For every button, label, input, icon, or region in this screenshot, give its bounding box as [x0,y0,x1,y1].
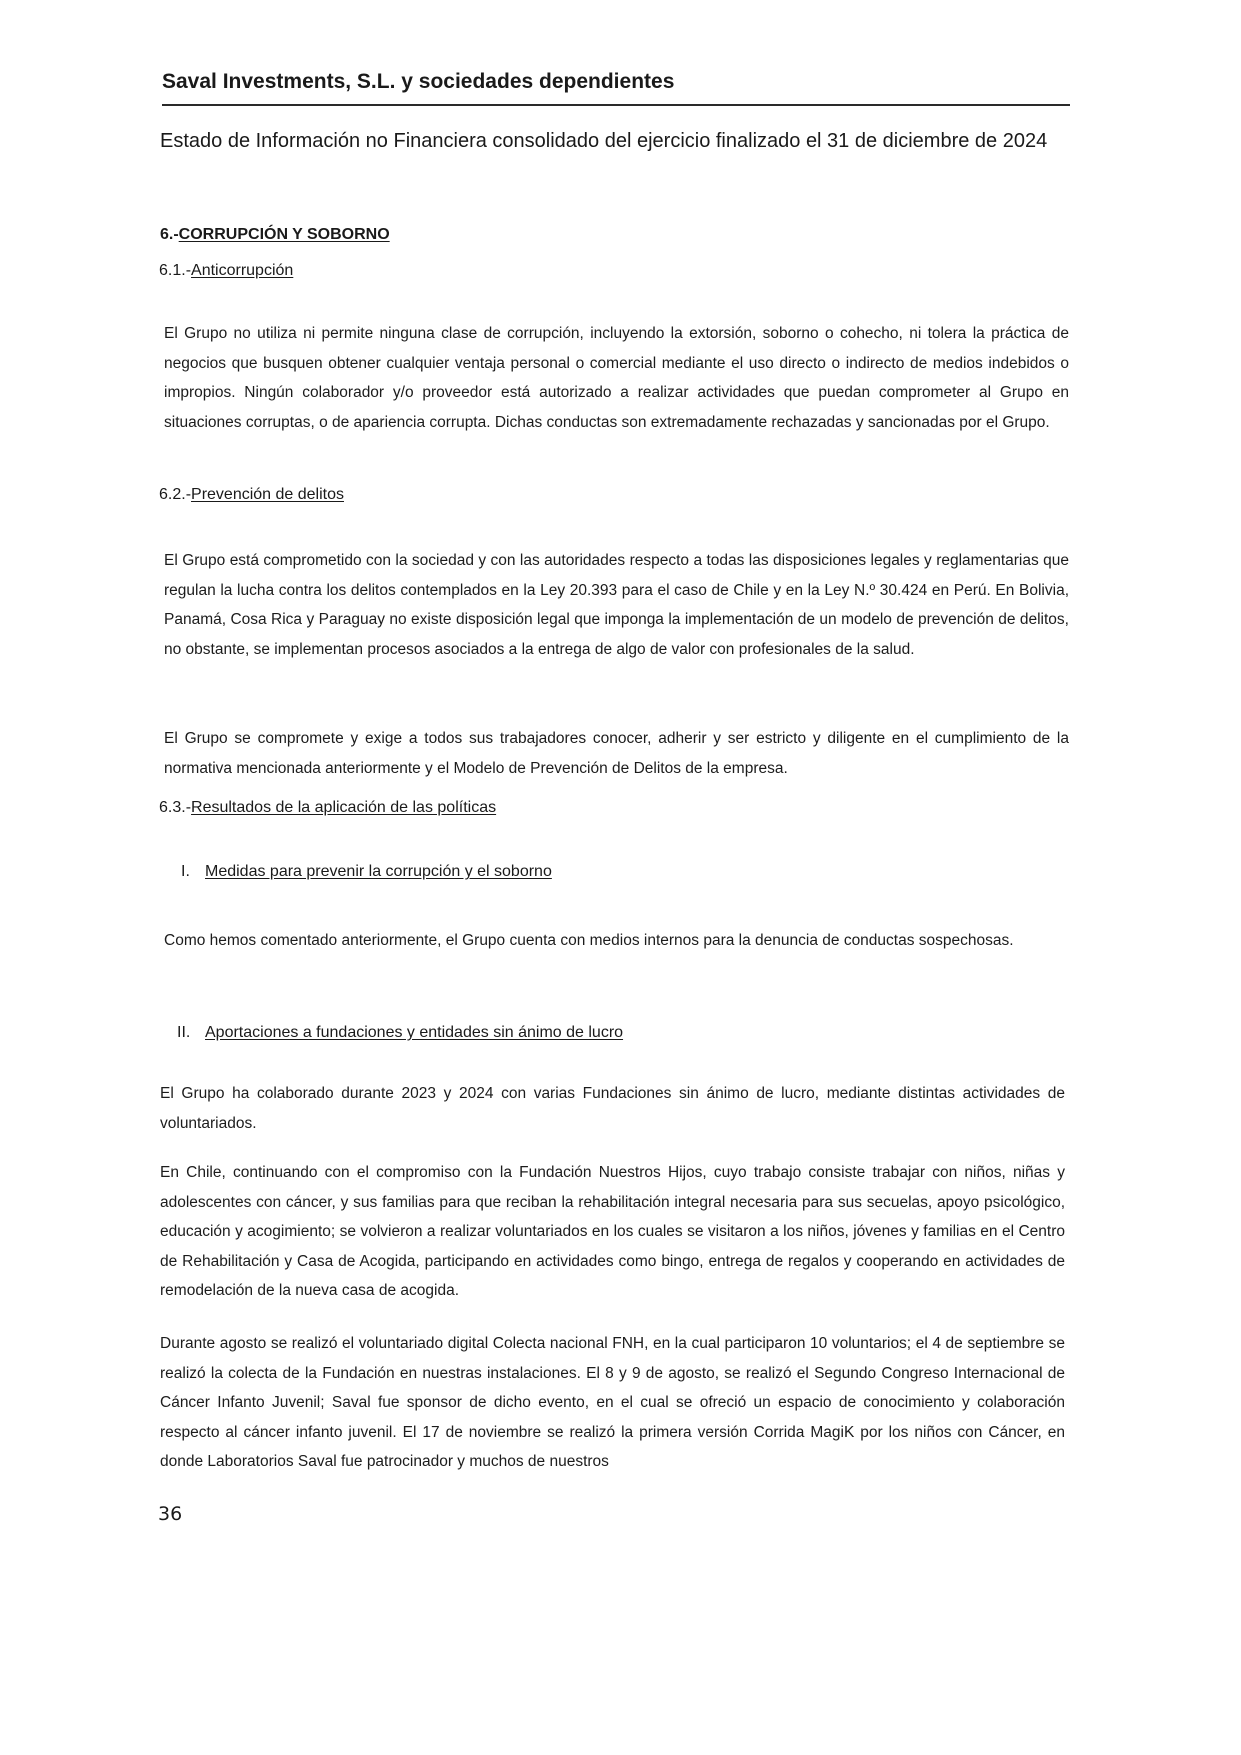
subsection-heading-6-3 [159,799,496,817]
policy-item-title: Medidas para prevenir la corrupción y el soborno [205,863,552,880]
subsection-heading-6-2 [159,486,344,504]
crime-prevention-paragraph-2: El Grupo se compromete y exige a todos sus trabajadores conocer, adherir y ser estricto y diligente en el cumplimiento de la normativa mencionada anteriormente y el Modelo de Prevención de Delitos de la empresa. [164,730,1069,777]
report-title: Estado de Información no Financiera consolidado del ejercicio finalizado el 31 de diciembre de 2024 [160,130,1048,152]
section-number: 6.- [160,226,179,243]
foundations-paragraph-2: En Chile, continuando con el compromiso con la Fundación Nuestros Hijos, cuyo trabajo consiste trabajar con niños, niñas y adolescentes con cáncer, y sus familias para que reciban la rehabilitación integral necesaria para sus secuelas, apoyo psicológico, educación y acogimiento; se volvieron a realizar voluntariados en los cuales se visitaron a los niños, jóvenes y familias en el Centro de Rehabilitación y Casa de Acogida, participando en actividades como bingo, entrega de regalos y cooperando en actividades de remodelación de la nueva casa de acogida. [160,1164,1065,1299]
subsection-title: Resultados de la aplicación de las políticas [191,799,497,816]
subsection-title: Anticorrupción [191,262,294,279]
roman-numeral: II. [177,1024,191,1041]
subsection-number: 6.3.- [159,799,192,816]
subsection-title: Prevención de delitos [191,486,344,503]
subsection-number: 6.1.- [159,262,192,279]
anticorruption-paragraph: El Grupo no utiliza ni permite ninguna clase de corrupción, incluyendo la extorsión, soborno o cohecho, ni tolera la práctica de negocios que busquen obtener cualquier ventaja personal o comercial mediante el uso directo o indirecto de medios indebidos o impropios. Ningún colaborador y/o proveedor está autorizado a realizar actividades que puedan comprometer al Grupo en situaciones corruptas, o de apariencia corrupta. Dichas conductas son extremadamente rechazadas y sancionadas por el Grupo. [164,325,1069,431]
policy-item-2-heading [177,1024,623,1042]
header-divider [162,104,1070,106]
page-number: 36 [158,1503,183,1525]
section-heading-6 [160,226,390,244]
section-title: CORRUPCIÓN Y SOBORNO [178,226,390,243]
foundations-paragraph-3: Durante agosto se realizó el voluntariado digital Colecta nacional FNH, en la cual participaron 10 voluntarios; el 4 de septiembre se realizó la colecta de la Fundación en nuestras instalaciones. El 8 y 9 de agosto, se realizó el Segundo Congreso Internacional de Cáncer Infanto Juvenil; Saval fue sponsor de dicho evento, en el cual se ofreció un espacio de conocimiento y colaboración respecto al cáncer infanto juvenil. El 17 de noviembre se realizó la primera versión Corrida MagiK por los niños con Cáncer, en donde Laboratorios Saval fue patrocinador y muchos de nuestros [160,1335,1065,1470]
foundations-paragraph-1: El Grupo ha colaborado durante 2023 y 2024 con varias Fundaciones sin ánimo de lucro, mediante distintas actividades de voluntariados. [160,1085,1065,1132]
subsection-number: 6.2.- [159,486,192,503]
corruption-measures-paragraph: Como hemos comentado anteriormente, el Grupo cuenta con medios internos para la denuncia de conductas sospechosas. [164,932,1014,949]
policy-item-1-heading [181,863,552,881]
company-title: Saval Investments, S.L. y sociedades dependientes [162,70,675,93]
subsection-heading-6-1 [159,262,293,280]
policy-item-title: Aportaciones a fundaciones y entidades sin ánimo de lucro [205,1024,624,1041]
crime-prevention-paragraph-1: El Grupo está comprometido con la sociedad y con las autoridades respecto a todas las disposiciones legales y reglamentarias que regulan la lucha contra los delitos contemplados en la Ley 20.393 para el caso de Chile y en la Ley N.º 30.424 en Perú. En Bolivia, Panamá, Cosa Rica y Paraguay no existe disposición legal que imponga la implementación de un modelo de prevención de delitos, no obstante, se implementan procesos asociados a la entrega de algo de valor con profesionales de la salud. [164,552,1069,658]
roman-numeral: I. [181,863,190,880]
